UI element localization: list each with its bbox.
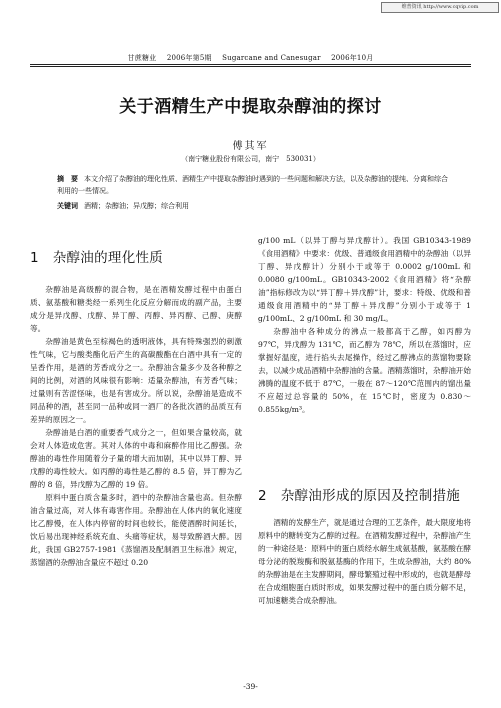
keywords-label: 关键词	[57, 202, 78, 210]
article-author: 傅其军	[232, 141, 269, 152]
section-2-heading: 2 杂醇油形成的原因及控制措施	[258, 488, 461, 504]
running-head	[0, 53, 501, 63]
abstract-text: 本文介绍了杂醇油的理化性质、酒精生产中提取杂醇油时遇到的一些问题和解决方法，以及杂醇油的提纯、分离和综合利用的一些情况。	[57, 175, 448, 195]
header-rule-bottom	[30, 66, 471, 67]
header-rule-top	[30, 64, 471, 65]
journal-english-name: Sugarcane and Canesugar	[222, 54, 321, 62]
section-1-paragraph: 杂醇油是高级醇的混合物，是在酒精发酵过程中由蛋白质、氨基酸和糖类经一系列生化反应分解而成的副产品，主要成分是异戊醇、戊醇、异丁醇、丙醇、异丙醇、己醇、庚醇等。	[30, 285, 242, 333]
abstract-label: 摘 要	[57, 175, 78, 183]
page-number: -39-	[243, 682, 258, 691]
author-affiliation: （南宁糖业股份有限公司，南宁 530031）	[181, 155, 320, 163]
abstract	[57, 173, 449, 197]
section-1-paragraph: 原料中蛋白质含量多时，酒中的杂醇油含量也高。但杂醇油含量过高，对人体有毒害作用。杂醇油在人体内的氧化速度比乙醇慢，在人体内停留的时间也较长，能使酒醉时间延长，饮后易出现神经系统充血、头痛等症状，易导致醉酒大醉。因此，我国 GB2757-1981《蒸馏酒及配制酒卫生标准》规定，蒸馏酒的杂醇油含量应不超过 0.20	[30, 493, 242, 567]
keywords-text: 酒精；杂醇油；异戊醇；综合利用	[84, 202, 189, 210]
issue-number: 2006年第5期	[166, 54, 212, 62]
source-watermark-stamp: 维普资讯 http://www.cqvip.com	[381, 2, 499, 13]
left-column	[30, 283, 242, 569]
section-1-continued-paragraph: 杂醇油中各种成分的沸点一般都高于乙醇，如丙醇为 97℃，异戊醇为 131℃，而乙醇为 78℃，所以在蒸馏时，应掌握好温度，进行掐头去尾操作，经过乙醇沸点的蒸馏物要除去，以减少成品酒精中杂醇油的含量。酒精蒸馏时，杂醇油开始沸腾的温度不低于 87℃，一般在 87～120℃范围内的馏出量不应超过总容量的 50%，在 15℃时，密度为 0.830～0.855kg/m³。	[258, 327, 471, 414]
journal-name: 甘蔗糖业	[127, 54, 157, 62]
section-2-body	[258, 516, 471, 607]
right-column	[258, 234, 471, 416]
issue-date: 2006年10月	[331, 54, 374, 62]
section-1-paragraph: 杂醇油是黄色至棕褐色的透明液体，具有特殊强烈的刺激性气味，它与酸类酯化后产生的高碳酸酯在白酒中具有一定的呈香作用，是酒的芳香成分之一。杂醇油含量多少及各种醇之间的比例，对酒的风味很有影响：适量杂醇油，有芳香气味；过量则有苦涩怪味，也是有害成分。所以说，杂醇油是造成不同品种的酒，甚至同一品种或同一酒厂的各批次酒的品质互有差异的原因之一。	[30, 337, 242, 424]
article-title: 关于酒精生产中提取杂醇油的探讨	[119, 97, 382, 117]
section-2-paragraph: 酒精的发酵生产，就是通过合理的工艺条件，最大限度地将原料中的糖转变为乙醇的过程。在酒精发酵过程中，杂醇油产生的一种途径是：原料中的蛋白质经水解生成氨基酸，氨基酸在酵母分泌的脱羧酶和脱氨基酶的作用下，生成杂醇油，大约 80% 的杂醇油是在主发酵期间，酵母繁殖过程中形成的，也就是酵母在合成细胞蛋白质时形成，如果发酵过程中的蛋白质分解不足，可加速糖类合成杂醇油。	[258, 518, 471, 605]
section-1-continued-paragraph: g/100 mL（以异丁醇与异戊醇计）。我国 GB10343-1989《食用酒精》中要求：优级、普通级食用酒精中的杂醇油（以异丁醇、异戊醇计）分别小于或等于 0.0002 g/100mL 和 0.0080 g/100mL。GB10343-2002《食用酒精》将“杂醇油”指标修改为以“异丁醇＋异戊醇”计，要求：特级、优级和普通级食用酒精中的“异丁醇＋异戊醇”分别小于或等于 1 g/100mL、2 g/100mL 和 30 mg/L。	[258, 236, 471, 323]
section-1-heading: 1 杂醇油的理化性质	[30, 250, 164, 266]
section-1-paragraph: 杂醇油是白酒的重要香气成分之一，但如果含量较高，就会对人体造成危害。其对人体的中毒和麻醉作用比乙醇强。杂醇油的毒性作用随着分子量的增大而加剧，其中以异丁醇、异戊醇的毒性较大。如丙醇的毒性是乙醇的 8.5 倍，异丁醇为乙醇的 8 倍，异戊醇为乙醇的 19 倍。	[30, 428, 242, 489]
keywords	[57, 201, 449, 211]
